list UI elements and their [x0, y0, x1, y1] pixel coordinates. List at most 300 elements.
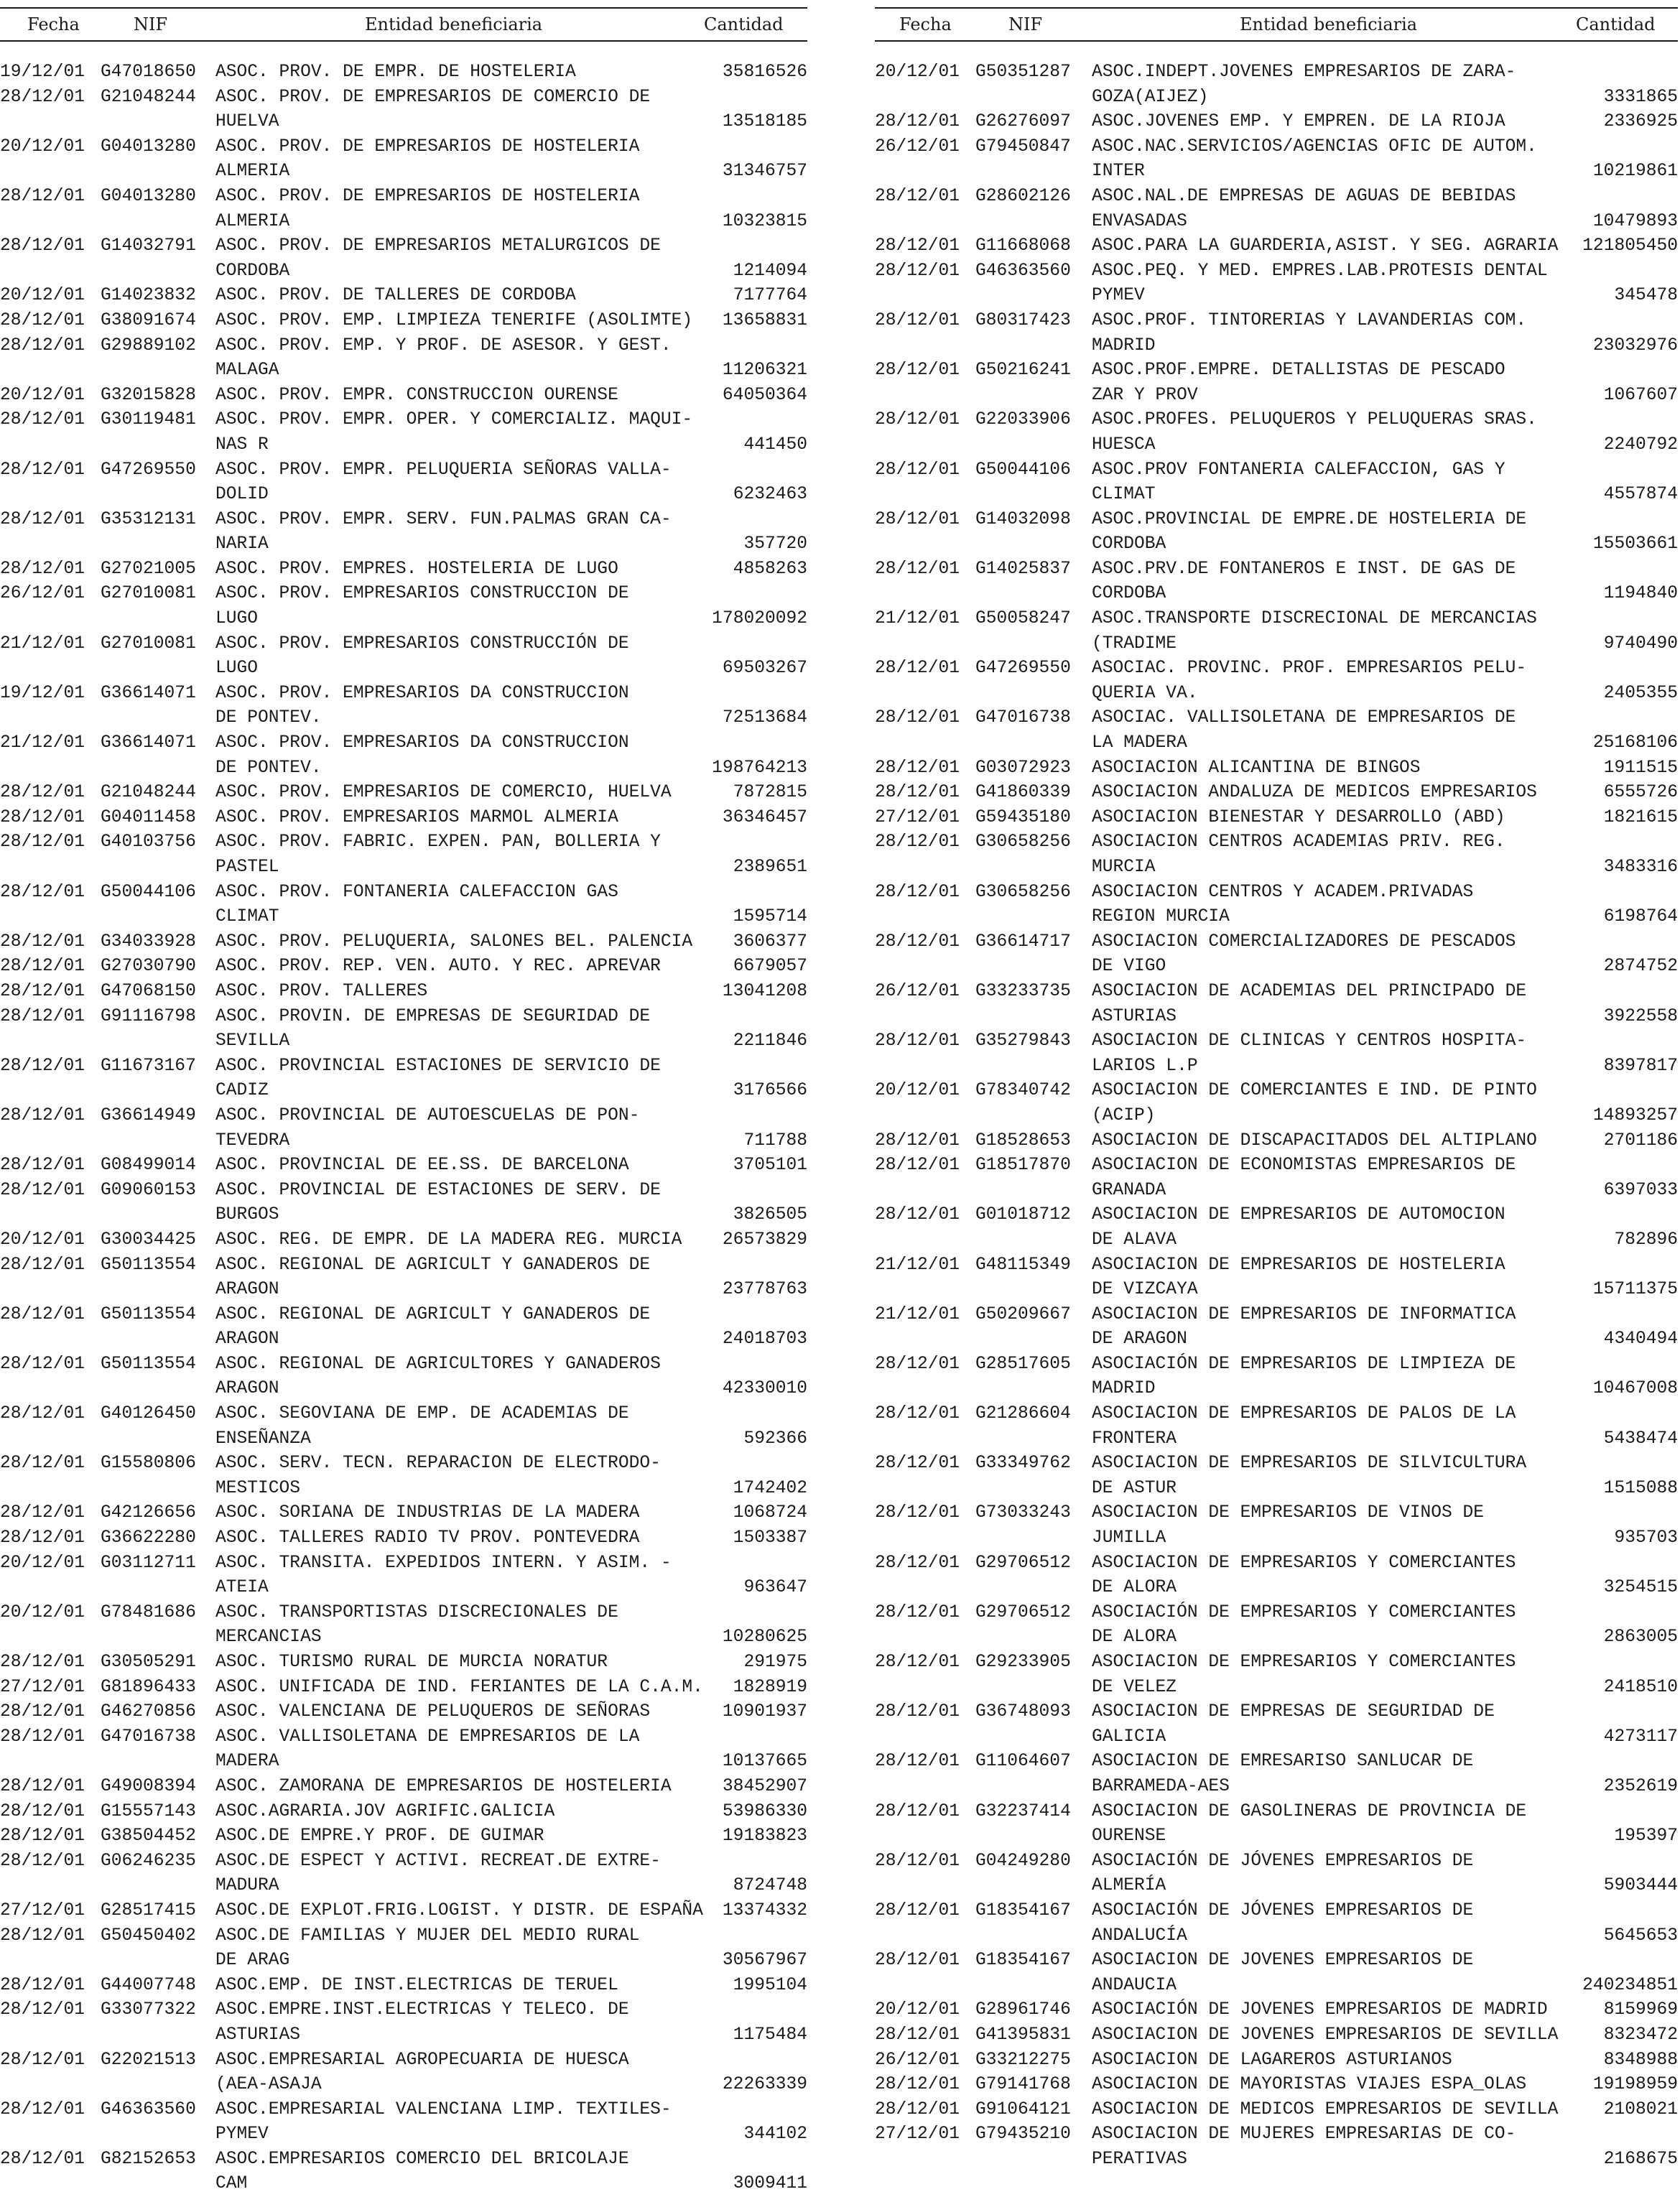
- row-nif: G81896433: [101, 1677, 196, 1697]
- row-nif: G04013280: [101, 136, 196, 157]
- row-fecha: 20/12/01: [875, 2000, 960, 2020]
- row-cantidad: 1821615: [1603, 807, 1678, 827]
- row-entidad-line: ASOC.PRV.DE FONTANEROS E INST. DE GAS DE: [1092, 559, 1516, 579]
- table-row: [875, 756, 1678, 781]
- row-entidad-line: DE ASTUR: [1092, 1478, 1177, 1498]
- row-entidad-line: ARAGON: [215, 1379, 279, 1399]
- table-row: [0, 284, 807, 309]
- table-row: [875, 60, 1678, 110]
- row-nif: G35279843: [975, 1031, 1071, 1051]
- row-entidad-line: PERATIVAS: [1092, 2149, 1187, 2169]
- row-fecha: 28/12/01: [0, 1926, 85, 1946]
- row-entidad-line: ASOC. PROV. EMPRESARIOS CONSTRUCCION DE: [215, 584, 629, 604]
- row-fecha: 26/12/01: [875, 136, 960, 157]
- row-fecha: 21/12/01: [875, 1255, 960, 1275]
- row-entidad-line: DE PONTEV.: [215, 758, 322, 778]
- row-entidad-line: ASOCIAC. VALLISOLETANA DE EMPRESARIOS DE: [1092, 708, 1516, 728]
- table-row: [0, 1824, 807, 1849]
- row-entidad-line: CADIZ: [215, 1081, 269, 1101]
- table-row: [875, 656, 1678, 706]
- row-nif: G50216241: [975, 361, 1071, 381]
- row-fecha: 28/12/01: [875, 2025, 960, 2045]
- row-entidad-line: ASOCIACION COMERCIALIZADORES DE PESCADOS: [1092, 932, 1516, 952]
- table-body: [875, 60, 1678, 2172]
- row-cantidad: 10280625: [722, 1627, 807, 1648]
- row-entidad-line: ASOC. PROV. DE TALLERES DE CORDOBA: [215, 286, 576, 306]
- row-cantidad: 23778763: [722, 1280, 807, 1300]
- row-entidad-line: ASOC. PROV. FABRIC. EXPEN. PAN, BOLLERIA Y: [215, 832, 661, 853]
- row-fecha: 28/12/01: [875, 310, 960, 330]
- row-entidad-line: PYMEV: [215, 2124, 269, 2145]
- row-entidad-line: ARAGON: [215, 1329, 279, 1350]
- row-entidad-line: ASOC. PROV. TALLERES: [215, 981, 428, 1001]
- row-fecha: 28/12/01: [875, 1653, 960, 1672]
- row-cantidad: 2863005: [1603, 1627, 1678, 1648]
- row-nif: G08499014: [101, 1156, 196, 1176]
- row-fecha: 28/12/01: [0, 1776, 85, 1796]
- row-cantidad: 3009411: [733, 2174, 807, 2194]
- table-row: [875, 259, 1678, 309]
- row-nif: G30658256: [975, 832, 1071, 853]
- row-entidad-line: ASOC. PROVINCIAL DE AUTOESCUELAS DE PON-: [215, 1105, 640, 1125]
- row-fecha: 28/12/01: [875, 361, 960, 381]
- table-row: [0, 980, 807, 1005]
- row-entidad-line: ASOC.DE FAMILIAS Y MUJER DEL MEDIO RURAL: [215, 1926, 640, 1946]
- table-row: [0, 1402, 807, 1451]
- row-cantidad: 5438474: [1603, 1429, 1678, 1449]
- table-row: [875, 1800, 1678, 1849]
- row-fecha: 19/12/01: [0, 62, 85, 82]
- row-cantidad: 7872815: [733, 783, 807, 803]
- table-row: [0, 930, 807, 955]
- row-cantidad: 291975: [743, 1653, 807, 1672]
- row-entidad-line: ASOC. TRANSITA. EXPEDIDOS INTERN. Y ASIM. -: [215, 1553, 672, 1573]
- row-fecha: 28/12/01: [875, 2099, 960, 2119]
- row-cantidad: 240234851: [1582, 1975, 1678, 1995]
- table-row: [875, 2098, 1678, 2123]
- table-header: [875, 7, 1678, 42]
- row-nif: G34033928: [101, 932, 196, 952]
- row-cantidad: 8159969: [1603, 2000, 1678, 2020]
- row-cantidad: 36346457: [722, 807, 807, 827]
- row-entidad-line: ASOC. REGIONAL DE AGRICULT Y GANADEROS DE: [215, 1304, 651, 1324]
- table-row: [875, 1551, 1678, 1601]
- row-nif: G78481686: [101, 1602, 196, 1622]
- row-cantidad: 3705101: [733, 1156, 807, 1176]
- row-fecha: 27/12/01: [875, 2124, 960, 2145]
- row-entidad-line: ASOCIACION DE EMPRESAS DE SEGURIDAD DE: [1092, 1702, 1495, 1722]
- row-entidad-line: TEVEDRA: [215, 1130, 290, 1151]
- row-entidad-line: ASOC.PROVINCIAL DE EMPRE.DE HOSTELERIA DE: [1092, 509, 1527, 529]
- table-row: [0, 1775, 807, 1800]
- row-cantidad: 1068724: [733, 1503, 807, 1523]
- row-entidad-line: ASOC. PROV. EMPRESARIOS DA CONSTRUCCION: [215, 683, 629, 703]
- row-cantidad: 2874752: [1603, 957, 1678, 977]
- row-fecha: 28/12/01: [0, 957, 85, 977]
- table-row: [0, 1998, 807, 2048]
- table-row: [875, 458, 1678, 508]
- row-nif: G38504452: [101, 1826, 196, 1847]
- row-entidad-line: ASOC. PROV. REP. VEN. AUTO. Y REC. APREVAR: [215, 957, 661, 977]
- row-cantidad: 2389651: [733, 858, 807, 877]
- table-row: [0, 1800, 807, 1825]
- row-entidad-line: ASOC.INDEPT.JOVENES EMPRESARIOS DE ZARA-: [1092, 62, 1516, 82]
- row-cantidad: 53986330: [722, 1801, 807, 1821]
- table-row: [875, 557, 1678, 607]
- row-cantidad: 1911515: [1603, 758, 1678, 778]
- row-entidad-line: ASOCIACION DE EMPRESARIOS DE AUTOMOCION: [1092, 1205, 1505, 1225]
- row-entidad-line: DE PONTEV.: [215, 708, 322, 728]
- row-entidad-line: ARAGON: [215, 1280, 279, 1300]
- row-entidad-line: ANDAUCIA: [1092, 1975, 1177, 1995]
- row-nif: G22021513: [101, 2050, 196, 2070]
- row-fecha: 20/12/01: [875, 62, 960, 82]
- row-entidad-line: PYMEV: [1092, 286, 1145, 306]
- row-entidad-line: INTER: [1092, 162, 1145, 182]
- row-cantidad: 10479893: [1592, 211, 1678, 231]
- row-nif: G73033243: [975, 1503, 1071, 1523]
- table-body: [0, 60, 807, 2197]
- row-nif: G36748093: [975, 1702, 1071, 1722]
- row-entidad-line: ASOCIACION DE EMPRESARIOS DE VINOS DE: [1092, 1503, 1485, 1523]
- row-nif: G82152653: [101, 2149, 196, 2169]
- row-fecha: 28/12/01: [875, 1801, 960, 1821]
- row-nif: G46363560: [101, 2099, 196, 2119]
- row-fecha: 28/12/01: [0, 410, 85, 430]
- row-nif: G29706512: [975, 1602, 1071, 1622]
- table-row: [875, 1998, 1678, 2023]
- row-entidad-line: ASOCIACION ALICANTINA DE BINGOS: [1092, 758, 1421, 778]
- row-cantidad: 2701186: [1603, 1130, 1678, 1151]
- table-row: [0, 458, 807, 508]
- row-fecha: 28/12/01: [0, 807, 85, 827]
- row-cantidad: 592366: [743, 1429, 807, 1449]
- table-row: [0, 1676, 807, 1701]
- row-entidad-line: GALICIA: [1092, 1727, 1166, 1747]
- row-entidad-line: OURENSE: [1092, 1826, 1166, 1847]
- row-nif: G40126450: [101, 1404, 196, 1424]
- row-fecha: 28/12/01: [0, 460, 85, 480]
- row-entidad-line: MALAGA: [215, 361, 279, 381]
- table-row: [875, 1700, 1678, 1750]
- row-entidad-line: ASOC. PROV. EMP. LIMPIEZA TENERIFE (ASOLIMTE): [215, 310, 693, 330]
- row-nif: G04011458: [101, 807, 196, 827]
- row-entidad-line: ASOCIACION DE COMERCIANTES E IND. DE PINTO: [1092, 1081, 1537, 1101]
- row-fecha: 28/12/01: [0, 1304, 85, 1324]
- table-row: [0, 682, 807, 731]
- row-fecha: 28/12/01: [0, 932, 85, 952]
- row-fecha: 28/12/01: [0, 87, 85, 107]
- row-cantidad: 1067607: [1603, 385, 1678, 405]
- row-fecha: 28/12/01: [875, 659, 960, 679]
- row-cantidad: 1595714: [733, 907, 807, 927]
- row-entidad-line: ENVASADAS: [1092, 211, 1187, 231]
- row-entidad-line: ATEIA: [215, 1578, 269, 1598]
- table-row: [0, 1054, 807, 1104]
- table-row: [875, 1899, 1678, 1948]
- header-nif: NIF: [134, 14, 168, 34]
- table-row: [0, 1725, 807, 1775]
- table-row: [875, 781, 1678, 806]
- row-cantidad: 13374332: [722, 1900, 807, 1920]
- row-nif: G33212275: [975, 2050, 1071, 2070]
- row-cantidad: 4557874: [1603, 485, 1678, 505]
- row-nif: G50209667: [975, 1304, 1071, 1324]
- row-entidad-line: ASOC. PROV. EMPRES. HOSTELERIA DE LUGO: [215, 559, 618, 579]
- row-nif: G28602126: [975, 186, 1071, 206]
- header-entidad: Entidad beneficiaria: [365, 14, 543, 34]
- row-nif: G46363560: [975, 261, 1071, 281]
- row-nif: G50450402: [101, 1926, 196, 1946]
- row-entidad-line: ASOC.JOVENES EMP. Y EMPREN. DE LA RIOJA: [1092, 112, 1505, 132]
- row-entidad-line: GOZA(AIJEZ): [1092, 87, 1209, 107]
- table-row: [0, 1352, 807, 1402]
- row-nif: G29889102: [101, 335, 196, 356]
- row-cantidad: 8348988: [1603, 2050, 1678, 2070]
- row-fecha: 28/12/01: [0, 1105, 85, 1125]
- row-nif: G50058247: [975, 609, 1071, 629]
- row-entidad-line: ASOCIACION DE MUJERES EMPRESARIAS DE CO-: [1092, 2124, 1516, 2145]
- table-row: [875, 1303, 1678, 1352]
- row-nif: G33077322: [101, 2000, 196, 2020]
- table-row: [0, 309, 807, 334]
- row-entidad-line: ASOC. PROV. DE EMPR. DE HOSTELERIA: [215, 62, 576, 82]
- row-nif: G41860339: [975, 783, 1071, 803]
- row-fecha: 28/12/01: [875, 1031, 960, 1051]
- row-nif: G91116798: [101, 1006, 196, 1026]
- table-row: [875, 1650, 1678, 1700]
- row-entidad-line: ASOC. PROV. FONTANERIA CALEFACCION GAS: [215, 882, 618, 902]
- row-cantidad: 64050364: [722, 385, 807, 405]
- row-nif: G27010081: [101, 633, 196, 654]
- row-entidad-line: CLIMAT: [215, 907, 279, 927]
- row-nif: G47016738: [101, 1727, 196, 1747]
- row-cantidad: 4858263: [733, 559, 807, 579]
- table-row: [0, 334, 807, 384]
- row-fecha: 28/12/01: [875, 1951, 960, 1971]
- row-cantidad: 8397817: [1603, 1056, 1678, 1076]
- row-nif: G22033906: [975, 410, 1071, 430]
- row-fecha: 28/12/01: [0, 2099, 85, 2119]
- row-entidad-line: MADRID: [1092, 1379, 1156, 1399]
- row-fecha: 28/12/01: [875, 559, 960, 579]
- table-row: [0, 508, 807, 557]
- row-entidad-line: JUMILLA: [1092, 1528, 1166, 1548]
- row-entidad-line: ZAR Y PROV: [1092, 385, 1198, 405]
- row-nif: G29706512: [975, 1553, 1071, 1573]
- row-entidad-line: ASOCIAC. PROVINC. PROF. EMPRESARIOS PELU-: [1092, 659, 1527, 679]
- row-entidad-line: ASOCIACIÓN DE JOVENES EMPRESARIOS DE MADRID: [1092, 2000, 1548, 2020]
- table-row: [0, 1451, 807, 1501]
- row-fecha: 28/12/01: [0, 1653, 85, 1672]
- row-nif: G18528653: [975, 1130, 1071, 1151]
- row-cantidad: 6679057: [733, 957, 807, 977]
- table-row: [0, 2048, 807, 2098]
- row-fecha: 28/12/01: [0, 981, 85, 1001]
- row-entidad-line: ASOC.PROV FONTANERIA CALEFACCION, GAS Y: [1092, 460, 1505, 480]
- row-entidad-line: MADURA: [215, 1876, 279, 1896]
- row-fecha: 28/12/01: [0, 2000, 85, 2020]
- row-cantidad: 13518185: [722, 112, 807, 132]
- row-nif: G42126656: [101, 1503, 196, 1523]
- row-nif: G14025837: [975, 559, 1071, 579]
- table-row: [0, 135, 807, 185]
- table-row: [0, 1601, 807, 1650]
- table-row: [875, 1352, 1678, 1402]
- row-fecha: 28/12/01: [0, 310, 85, 330]
- table-row: [875, 508, 1678, 557]
- row-cantidad: 69503267: [722, 659, 807, 679]
- row-cantidad: 195397: [1614, 1826, 1678, 1847]
- row-nif: G01018712: [975, 1205, 1071, 1225]
- row-entidad-line: ASTURIAS: [215, 2025, 301, 2045]
- row-entidad-line: ASOC. SORIANA DE INDUSTRIAS DE LA MADERA: [215, 1503, 640, 1523]
- table-row: [0, 582, 807, 631]
- row-entidad-line: ENSEÑANZA: [215, 1429, 311, 1449]
- table-row: [875, 2048, 1678, 2073]
- row-cantidad: 345478: [1614, 286, 1678, 306]
- table-row: [875, 1079, 1678, 1128]
- table-row: [875, 309, 1678, 358]
- table-row: [875, 930, 1678, 980]
- table-row: [875, 830, 1678, 880]
- table-row: [875, 1451, 1678, 1501]
- table-row: [0, 1501, 807, 1526]
- row-entidad-line: DE VIGO: [1092, 957, 1166, 977]
- row-cantidad: 13041208: [722, 981, 807, 1001]
- row-entidad-line: ASOC.EMPRESARIAL AGROPECUARIA DE HUESCA: [215, 2050, 629, 2070]
- table-row: [0, 1228, 807, 1253]
- table-row: [0, 1551, 807, 1601]
- row-nif: G47018650: [101, 62, 196, 82]
- row-fecha: 20/12/01: [875, 1081, 960, 1101]
- table-row: [0, 1899, 807, 1924]
- row-entidad-line: ASOC. PROV. EMP. Y PROF. DE ASESOR. Y GEST.: [215, 335, 672, 356]
- row-entidad-line: ASOC. VALENCIANA DE PELUQUEROS DE SEÑORAS: [215, 1702, 651, 1722]
- row-fecha: 21/12/01: [0, 733, 85, 753]
- row-cantidad: 2405355: [1603, 683, 1678, 703]
- row-cantidad: 5903444: [1603, 1876, 1678, 1896]
- row-fecha: 28/12/01: [0, 1404, 85, 1424]
- row-nif: G80317423: [975, 310, 1071, 330]
- row-nif: G04249280: [975, 1851, 1071, 1871]
- row-entidad-line: ASOCIACION DE EMPRESARIOS Y COMERCIANTES: [1092, 1653, 1516, 1672]
- table-row: [0, 1005, 807, 1054]
- row-nif: G50044106: [101, 882, 196, 902]
- row-cantidad: 10901937: [722, 1702, 807, 1722]
- row-nif: G27021005: [101, 559, 196, 579]
- row-entidad-line: ASOCIACION DE ACADEMIAS DEL PRINCIPADO DE: [1092, 981, 1527, 1001]
- table-row: [875, 234, 1678, 259]
- row-fecha: 28/12/01: [0, 1851, 85, 1871]
- row-entidad-line: NAS R: [215, 435, 269, 455]
- row-cantidad: 30567967: [722, 1951, 807, 1971]
- row-fecha: 28/12/01: [875, 1156, 960, 1176]
- row-cantidad: 963647: [743, 1578, 807, 1598]
- row-fecha: 28/12/01: [875, 832, 960, 853]
- row-nif: G36614949: [101, 1105, 196, 1125]
- row-entidad-line: ASOCIACIÓN DE JÓVENES EMPRESARIOS DE: [1092, 1900, 1474, 1920]
- row-entidad-line: ASOCIACION DE MEDICOS EMPRESARIOS DE SEVILLA: [1092, 2099, 1559, 2119]
- row-nif: G11064607: [975, 1752, 1071, 1772]
- table-row: [875, 1601, 1678, 1650]
- row-cantidad: 2336925: [1603, 112, 1678, 132]
- row-entidad-line: ASOC. PROV. EMPR. SERV. FUN.PALMAS GRAN CA-: [215, 509, 672, 529]
- row-entidad-line: ANDALUCÍA: [1092, 1926, 1187, 1946]
- row-cantidad: 15711375: [1592, 1280, 1678, 1300]
- row-entidad-line: ASOC. PROV. EMPR. CONSTRUCCION OURENSE: [215, 385, 618, 405]
- row-cantidad: 3606377: [733, 932, 807, 952]
- table-row: [0, 1153, 807, 1179]
- row-fecha: 28/12/01: [875, 509, 960, 529]
- row-cantidad: 3483316: [1603, 858, 1678, 877]
- row-entidad-line: ASOCIACIÓN DE EMPRESARIOS DE LIMPIEZA DE: [1092, 1354, 1516, 1374]
- row-cantidad: 6555726: [1603, 783, 1678, 803]
- row-cantidad: 25168106: [1592, 733, 1678, 753]
- row-entidad-line: ASOC. SERV. TECN. REPARACION DE ELECTRODO-: [215, 1454, 661, 1474]
- row-entidad-line: ASOC. PROV. EMPRESARIOS MARMOL ALMERIA: [215, 807, 618, 827]
- row-fecha: 20/12/01: [0, 286, 85, 306]
- row-entidad-line: LA MADERA: [1092, 733, 1187, 753]
- row-cantidad: 1175484: [733, 2025, 807, 2045]
- row-entidad-line: DE ARAGON: [1092, 1329, 1187, 1350]
- row-entidad-line: MESTICOS: [215, 1478, 301, 1498]
- row-nif: G38091674: [101, 310, 196, 330]
- row-entidad-line: DE VELEZ: [1092, 1677, 1177, 1697]
- row-fecha: 28/12/01: [0, 1528, 85, 1548]
- row-entidad-line: REGION MURCIA: [1092, 907, 1230, 927]
- row-cantidad: 1214094: [733, 261, 807, 281]
- row-fecha: 19/12/01: [0, 683, 85, 703]
- table-row: [0, 234, 807, 284]
- table-row: [0, 85, 807, 135]
- row-cantidad: 357720: [743, 534, 807, 554]
- row-nif: G79141768: [975, 2075, 1071, 2095]
- row-cantidad: 10219861: [1592, 162, 1678, 182]
- row-entidad-line: ASOC. PROVIN. DE EMPRESAS DE SEGURIDAD DE: [215, 1006, 651, 1026]
- row-entidad-line: ASOC. ZAMORANA DE EMPRESARIOS DE HOSTELERIA: [215, 1776, 672, 1796]
- row-entidad-line: ASOCIACION DE EMRESARISO SANLUCAR DE: [1092, 1752, 1474, 1772]
- row-nif: G21286604: [975, 1404, 1071, 1424]
- row-cantidad: 10137665: [722, 1752, 807, 1772]
- row-entidad-line: ASOC.NAL.DE EMPRESAS DE AGUAS DE BEBIDAS: [1092, 186, 1516, 206]
- row-entidad-line: ASOC. PROV. EMPRESARIOS DE COMERCIO, HUELVA: [215, 783, 672, 803]
- table-row: [875, 806, 1678, 831]
- row-cantidad: 1742402: [733, 1478, 807, 1498]
- row-cantidad: 23032976: [1592, 335, 1678, 356]
- row-nif: G15580806: [101, 1454, 196, 1474]
- row-nif: G14023832: [101, 286, 196, 306]
- table-row: [875, 185, 1678, 234]
- row-entidad-line: DE VIZCAYA: [1092, 1280, 1198, 1300]
- row-fecha: 28/12/01: [875, 1900, 960, 1920]
- row-entidad-line: ASOC.PROF. TINTORERIAS Y LAVANDERIAS COM.: [1092, 310, 1527, 330]
- row-nif: G48115349: [975, 1255, 1071, 1275]
- row-entidad-line: ASOCIACION ANDALUZA DE MEDICOS EMPRESARIOS: [1092, 783, 1537, 803]
- row-cantidad: 35816526: [722, 62, 807, 82]
- row-cantidad: 14893257: [1592, 1105, 1678, 1125]
- row-entidad-line: GRANADA: [1092, 1180, 1166, 1200]
- row-entidad-line: ASOC.DE ESPECT Y ACTIVI. RECREAT.DE EXTRE-: [215, 1851, 661, 1871]
- header-fecha: Fecha: [899, 14, 952, 34]
- row-entidad-line: ASOCIACIÓN DE EMPRESARIOS Y COMERCIANTES: [1092, 1602, 1516, 1622]
- row-entidad-line: ASOCIACIÓN DE JÓVENES EMPRESARIOS DE: [1092, 1851, 1474, 1871]
- table-row: [875, 1029, 1678, 1079]
- row-nif: G79450847: [975, 136, 1071, 157]
- table-row: [875, 607, 1678, 656]
- row-entidad-line: ASOC.AGRARIA.JOV AGRIFIC.GALICIA: [215, 1801, 555, 1821]
- row-nif: G30505291: [101, 1653, 196, 1672]
